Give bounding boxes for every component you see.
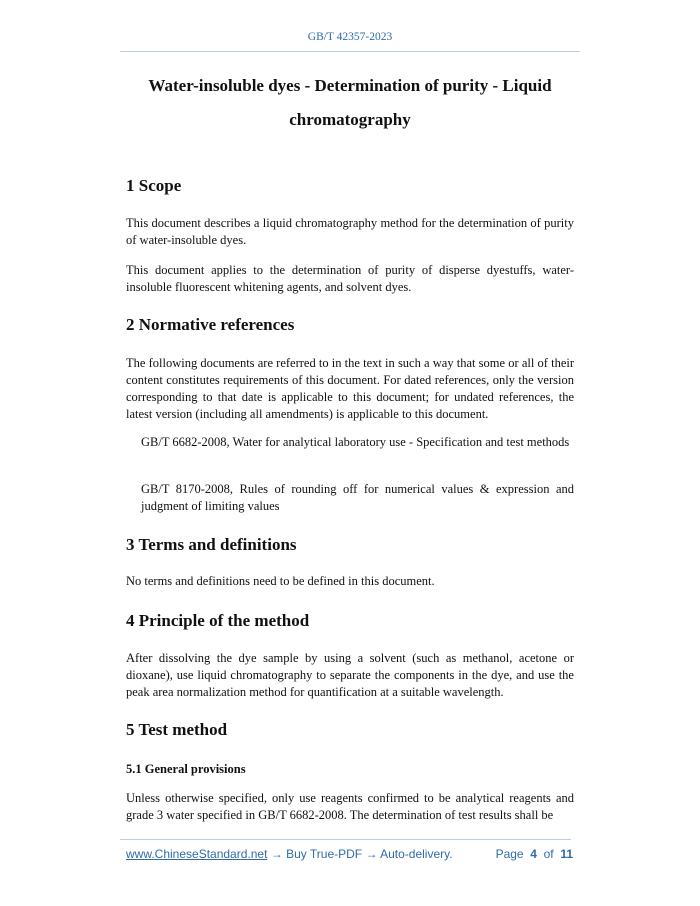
section-2-heading: 2 Normative references: [126, 315, 295, 334]
normative-reference-2: GB/T 8170-2008, Rules of rounding off for numerical values & expression and judgment of limiting values: [141, 482, 574, 513]
page-total: 11: [560, 847, 573, 861]
section-3-heading: 3 Terms and definitions: [126, 535, 297, 554]
document-title-line-2: chromatography: [289, 110, 411, 129]
normative-intro-paragraph: The following documents are referred to in the text in such a way that some or all of their content constitutes requirements of this document. For dated references, only the version corresponding to that date is applicable to this document; for undated references, the latest version (including all amendments) is applicable to this document.: [126, 356, 574, 421]
page-current: 4: [530, 847, 537, 861]
section-4-heading: 4 Principle of the method: [126, 611, 310, 630]
header-divider: [120, 51, 580, 52]
terms-paragraph: No terms and definitions need to be defined in this document.: [126, 574, 435, 588]
header-standard-code: GB/T 42357-2023: [307, 31, 393, 43]
page-label: Page: [495, 847, 524, 861]
subsection-5-1-heading: 5.1 General provisions: [126, 762, 246, 776]
scope-paragraph-2: This document applies to the determination of purity of disperse dyestuffs, water-insoluble fluorescent whitening agents, and solvent dyes.: [126, 263, 574, 294]
footer-divider: [120, 839, 571, 840]
page-indicator: [496, 847, 573, 861]
page-footer: [126, 847, 573, 863]
footer-promo-text: → Buy True-PDF → Auto-delivery.: [267, 847, 453, 861]
page-of-label: of: [543, 847, 554, 861]
normative-reference-1: GB/T 6682-2008, Water for analytical laboratory use - Specification and test methods: [141, 435, 570, 449]
chinesestandard-link[interactable]: www.ChineseStandard.net: [126, 847, 268, 861]
section-5-heading: 5 Test method: [126, 720, 228, 739]
section-1-heading: 1 Scope: [126, 176, 182, 195]
scope-paragraph-1: This document describes a liquid chromatography method for the determination of purity of water-insoluble dyes.: [126, 216, 574, 247]
document-title-line-1: Water-insoluble dyes - Determination of purity - Liquid: [148, 76, 552, 95]
footer-promo: [126, 847, 453, 861]
principle-paragraph: After dissolving the dye sample by using a solvent (such as methanol, acetone or dioxane), use liquid chromatography to separate the components in the dye, and use the peak area normalization method for quantification at a suitable wavelength.: [126, 651, 574, 699]
general-provisions-paragraph: Unless otherwise specified, only use reagents confirmed to be analytical reagents and grade 3 water specified in GB/T 6682-2008. The determination of test results shall be: [126, 791, 574, 822]
